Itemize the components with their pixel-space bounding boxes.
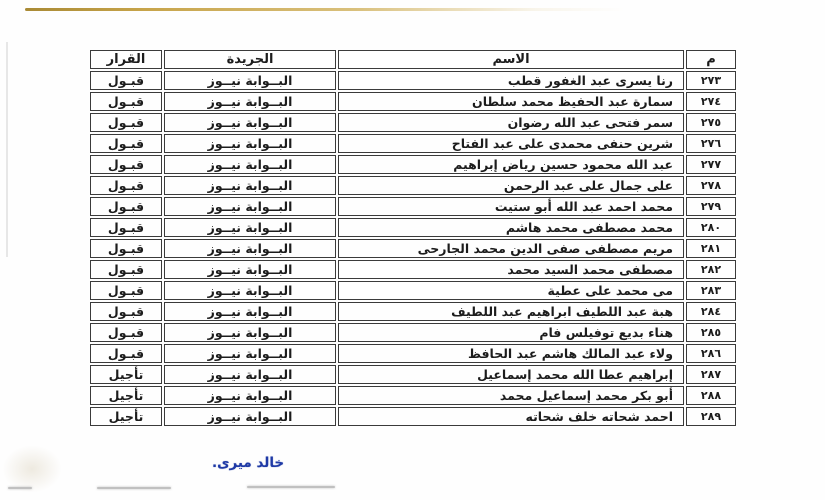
cell-decision: قبـول	[90, 197, 162, 216]
cell-name: هناء بديع توفيلس فام	[338, 323, 684, 342]
cell-number: ٢٨٢	[686, 260, 736, 279]
cell-decision: قبـول	[90, 155, 162, 174]
cell-name: رنا يسرى عبد الغفور قطب	[338, 71, 684, 90]
table-row	[90, 239, 736, 258]
cell-name: هبة عبد اللطيف ابراهيم عبد اللطيف	[338, 302, 684, 321]
cell-decision: قبـول	[90, 260, 162, 279]
table-row	[90, 281, 736, 300]
cell-decision: قبـول	[90, 176, 162, 195]
cell-name: مى محمد على عطية	[338, 281, 684, 300]
cell-newspaper: البــوابة نيــوز	[164, 176, 336, 195]
scan-artifact-dash	[97, 487, 171, 489]
cell-decision: قبـول	[90, 134, 162, 153]
cell-newspaper: البــوابة نيــوز	[164, 407, 336, 426]
cell-number: ٢٧٦	[686, 134, 736, 153]
table-row	[90, 365, 736, 384]
cell-decision: قبـول	[90, 281, 162, 300]
column-header-newspaper: الجريدة	[164, 50, 336, 69]
cell-number: ٢٨٦	[686, 344, 736, 363]
cell-name: سمارة عبد الحفيظ محمد سلطان	[338, 92, 684, 111]
cell-newspaper: البــوابة نيــوز	[164, 323, 336, 342]
table-row	[90, 386, 736, 405]
cell-newspaper: البــوابة نيــوز	[164, 344, 336, 363]
cell-name: ولاء عبد المالك هاشم عبد الحافظ	[338, 344, 684, 363]
cell-name: عبد الله محمود حسين رياض إبراهيم	[338, 155, 684, 174]
cell-newspaper: البــوابة نيــوز	[164, 281, 336, 300]
cell-number: ٢٨١	[686, 239, 736, 258]
cell-name: محمد مصطفى محمد هاشم	[338, 218, 684, 237]
column-header-decision: القرار	[90, 50, 162, 69]
table-header-row	[90, 50, 736, 69]
cell-newspaper: البــوابة نيــوز	[164, 365, 336, 384]
cell-name: مريم مصطفى صفى الدين محمد الجارحى	[338, 239, 684, 258]
table-row	[90, 197, 736, 216]
table-row	[90, 302, 736, 321]
cell-number: ٢٧٧	[686, 155, 736, 174]
cell-decision: قبـول	[90, 239, 162, 258]
results-table-body	[90, 71, 736, 426]
cell-newspaper: البــوابة نيــوز	[164, 134, 336, 153]
cell-number: ٢٨٥	[686, 323, 736, 342]
cell-newspaper: البــوابة نيــوز	[164, 302, 336, 321]
cell-newspaper: البــوابة نيــوز	[164, 155, 336, 174]
cell-name: إبراهيم عطا الله محمد إسماعيل	[338, 365, 684, 384]
cell-number: ٢٧٥	[686, 113, 736, 132]
table-row	[90, 344, 736, 363]
column-header-name: الاسم	[338, 50, 684, 69]
cell-number: ٢٧٩	[686, 197, 736, 216]
cell-number: ٢٨٣	[686, 281, 736, 300]
cell-newspaper: البــوابة نيــوز	[164, 218, 336, 237]
cell-decision: قبـول	[90, 71, 162, 90]
table-row	[90, 407, 736, 426]
cell-newspaper: البــوابة نيــوز	[164, 386, 336, 405]
cell-name: شرين حنفى محمدى على عبد الفتاح	[338, 134, 684, 153]
cell-name: على جمال على عبد الرحمن	[338, 176, 684, 195]
scan-artifact-dash	[247, 486, 335, 488]
table-row	[90, 92, 736, 111]
cell-decision: قبـول	[90, 218, 162, 237]
signature-text: خالد ميرى.	[212, 455, 285, 471]
table-row	[90, 134, 736, 153]
cell-decision: قبـول	[90, 323, 162, 342]
cell-newspaper: البــوابة نيــوز	[164, 260, 336, 279]
scan-artifact-top-streak	[25, 8, 625, 11]
scan-artifact-bottom-smudge	[2, 445, 62, 493]
cell-number: ٢٨٤	[686, 302, 736, 321]
table-row	[90, 218, 736, 237]
cell-decision: تأجيل	[90, 386, 162, 405]
cell-name: أبو بكر محمد إسماعيل محمد	[338, 386, 684, 405]
cell-decision: قبـول	[90, 92, 162, 111]
cell-newspaper: البــوابة نيــوز	[164, 113, 336, 132]
scan-artifact-dash	[8, 487, 32, 489]
cell-number: ٢٨٩	[686, 407, 736, 426]
cell-decision: تأجيل	[90, 365, 162, 384]
cell-number: ٢٧٨	[686, 176, 736, 195]
cell-decision: قبـول	[90, 344, 162, 363]
cell-name: محمد احمد عبد الله أبو ستيت	[338, 197, 684, 216]
column-header-number: م	[686, 50, 736, 69]
cell-number: ٢٨٨	[686, 386, 736, 405]
results-table	[88, 48, 738, 428]
cell-newspaper: البــوابة نيــوز	[164, 71, 336, 90]
cell-number: ٢٨٠	[686, 218, 736, 237]
cell-name: احمد شحاته خلف شحاته	[338, 407, 684, 426]
cell-decision: قبـول	[90, 302, 162, 321]
cell-number: ٢٨٧	[686, 365, 736, 384]
table-row	[90, 155, 736, 174]
cell-number: ٢٧٤	[686, 92, 736, 111]
cell-number: ٢٧٣	[686, 71, 736, 90]
cell-name: مصطفى محمد السيد محمد	[338, 260, 684, 279]
cell-newspaper: البــوابة نيــوز	[164, 239, 336, 258]
table-row	[90, 71, 736, 90]
cell-decision: تأجيل	[90, 407, 162, 426]
cell-newspaper: البــوابة نيــوز	[164, 92, 336, 111]
scan-artifact-left-edge	[6, 42, 8, 257]
table-row	[90, 260, 736, 279]
cell-decision: قبـول	[90, 113, 162, 132]
table-row	[90, 113, 736, 132]
table-row	[90, 176, 736, 195]
cell-name: سمر فتحى عبد الله رضوان	[338, 113, 684, 132]
table-row	[90, 323, 736, 342]
cell-newspaper: البــوابة نيــوز	[164, 197, 336, 216]
